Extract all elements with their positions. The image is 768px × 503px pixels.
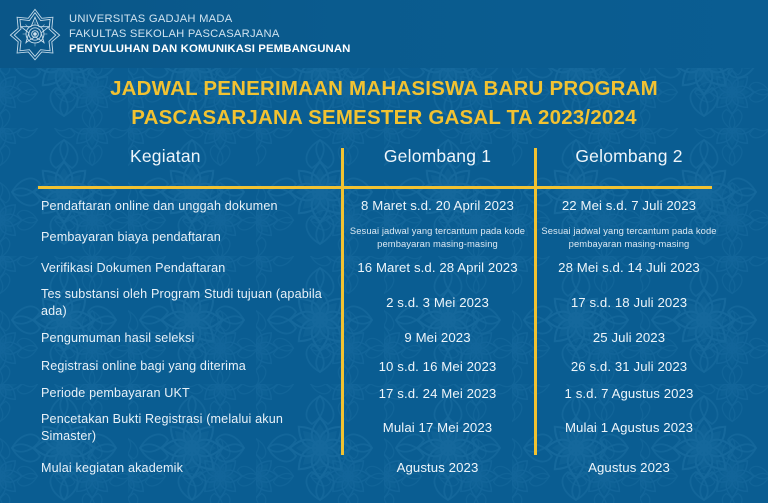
table-row <box>0 353 768 380</box>
cell-gelombang-1: 17 s.d. 24 Mei 2023 <box>378 385 497 401</box>
cell-activity: Tes substansi oleh Program Studi tujuan (apabila ada) <box>41 287 322 318</box>
ugm-emblem-icon <box>7 6 63 62</box>
brand-header <box>0 0 768 68</box>
organization-name-block <box>69 11 351 57</box>
cell-gelombang-2: Agustus 2023 <box>588 460 670 476</box>
table-row <box>0 221 768 253</box>
table-row <box>0 380 768 407</box>
page-title <box>0 74 768 132</box>
cell-gelombang-2: 28 Mei s.d. 14 Juli 2023 <box>558 260 700 276</box>
cell-gelombang-1: 8 Maret s.d. 20 April 2023 <box>361 198 514 214</box>
cell-activity: Verifikasi Dokumen Pendaftaran <box>41 260 226 275</box>
cell-activity: Pembayaran biaya pendaftaran <box>41 229 221 244</box>
schedule-table <box>0 140 768 476</box>
org-line-faculty: FAKULTAS SEKOLAH PASCASARJANA <box>69 27 280 40</box>
cell-activity: Mulai kegiatan akademik <box>41 460 184 475</box>
column-header-gelombang-2: Gelombang 2 <box>575 146 683 166</box>
cell-gelombang-2: 22 Mei s.d. 7 Juli 2023 <box>561 198 697 214</box>
column-header-gelombang-1: Gelombang 1 <box>383 146 492 166</box>
org-line-program: PENYULUHAN DAN KOMUNIKASI PEMBANGUNAN <box>69 42 351 55</box>
cell-gelombang-1: 9 Mei 2023 <box>404 330 471 346</box>
cell-gelombang-2: 25 Juli 2023 <box>592 330 666 346</box>
cell-gelombang-2: Sesuai jadwal yang tercantum pada kode pembayaran masing-masing <box>541 224 717 249</box>
cell-gelombang-1: 2 s.d. 3 Mei 2023 <box>386 295 489 311</box>
column-header-kegiatan: Kegiatan <box>130 146 201 166</box>
cell-gelombang-2: Mulai 1 Agustus 2023 <box>564 420 694 436</box>
cell-gelombang-2: 17 s.d. 18 Juli 2023 <box>570 295 688 311</box>
cell-activity: Periode pembayaran UKT <box>41 386 190 401</box>
cell-gelombang-1: Sesuai jadwal yang tercantum pada kode pembayaran masing-masing <box>349 224 526 249</box>
table-row <box>0 407 768 449</box>
cell-gelombang-1: Mulai 17 Mei 2023 <box>382 420 493 436</box>
org-line-university: UNIVERSITAS GADJAH MADA <box>69 13 233 26</box>
cell-activity: Registrasi online bagi yang diterima <box>41 359 246 374</box>
table-header-row <box>0 146 768 186</box>
cell-activity: Pencetakan Bukti Registrasi (melalui akun Simaster) <box>41 412 284 443</box>
table-row <box>0 283 768 323</box>
page-title-line-2: PASCASARJANA SEMESTER GASAL TA 2023/2024 <box>131 106 637 130</box>
table-row <box>0 449 768 487</box>
header-rule <box>38 186 712 189</box>
table-row <box>0 253 768 283</box>
table-row <box>0 191 768 221</box>
page-title-line-1: JADWAL PENERIMAAN MAHASISWA BARU PROGRAM <box>110 77 658 100</box>
cell-gelombang-1: Agustus 2023 <box>396 460 479 476</box>
cell-activity: Pendaftaran online dan unggah dokumen <box>41 198 278 213</box>
cell-gelombang-1: 10 s.d. 16 Mei 2023 <box>378 358 497 374</box>
cell-activity: Pengumuman hasil seleksi <box>41 330 195 345</box>
cell-gelombang-1: 16 Maret s.d. 28 April 2023 <box>357 260 518 276</box>
table-body <box>0 191 768 487</box>
cell-gelombang-2: 1 s.d. 7 Agustus 2023 <box>564 385 694 401</box>
cell-gelombang-2: 26 s.d. 31 Juli 2023 <box>570 358 688 374</box>
table-row <box>0 323 768 353</box>
